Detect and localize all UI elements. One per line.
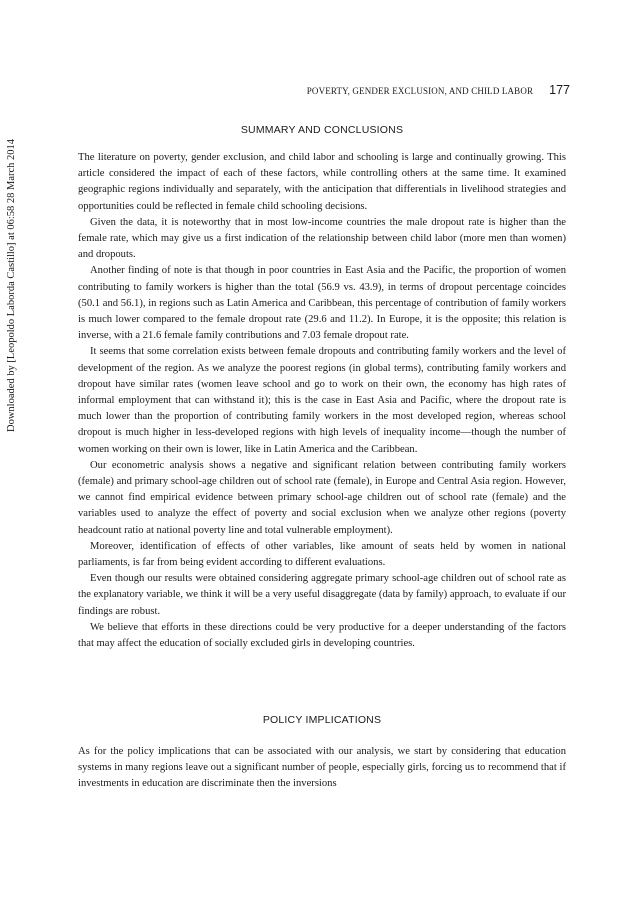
running-header [270,83,570,99]
summary-section-body [78,150,566,652]
paragraph: Another finding of note is that though in poor countries in East Asia and the Pacific, the proportion of women contributing to family workers is higher than the total (56.9 vs. 43.9), in terms of dropout percentage coincides (50.1 and 56.1), in regions such as Latin America and Caribbean, this percentage of contribution of family workers is much lower compared to the female dropout rate (29.6 and 11.2). In Europe, it is the opposite; this relation is inverse, with a 21.6 female family contributions and 7.03 female dropout rate. [78,265,566,342]
paragraph: Given the data, it is noteworthy that in most low-income countries the male dropout rate is higher than the female rate, which may give us a first indication of the relationship between child labor (more men than women) and dropouts. [78,216,566,261]
paragraph: The literature on poverty, gender exclusion, and child labor and schooling is large and continually growing. This article considered the impact of each of these factors, while controlling others at the same time. It examined geographic regions individually and separately, with the anticipation that differentials in livelihood strategies and opportunities could be reflected in female child schooling decisions. [78,152,566,212]
paragraph: It seems that some correlation exists between female dropouts and contributing family workers and the level of development of the region. As we analyze the poorest regions (in global terms), contributing family workers and dropout have similar rates (women leave school and go to work on their own, the economy has high rates of informal employment that can withstand it); this is the case in East Asia and Pacific, where the dropout rate is much lower than the proportion of contributing family workers in the most developed region, whereas school dropout is much higher in less-developed regions with high levels of inequality income—though the number of women working on their own is lower, like in Latin America and the Caribbean. [78,346,566,455]
paragraph: As for the policy implications that can be associated with our analysis, we start by considering that education systems in many regions leave out a significant number of people, especially girls, forcing us to recommend that if investments in education are discriminate then the inversions [78,746,566,790]
download-notice: Downloaded by [Leopoldo Laborda Castillo] at 06:58 28 March 2014 [6,138,17,432]
page-number: 177 [549,83,570,97]
paragraph: Even though our results were obtained considering aggregate primary school-age children out of school rate as the explanatory variable, we think it will be a very useful disaggregate (data by family) approach, to evaluate if our findings are robust. [78,573,567,617]
running-title: POVERTY, GENDER EXCLUSION, AND CHILD LABOR [306,86,534,96]
policy-section-body [78,744,566,793]
section-heading-policy: POLICY IMPLICATIONS [262,714,382,726]
paragraph: We believe that efforts in these directions could be very productive for a deeper understanding of the factors that may affect the education of socially excluded girls in developing countries. [78,621,566,650]
paragraph: Our econometric analysis shows a negative and significant relation between contributing family workers (female) and primary school-age children out of school rate (female), in Europe and Central Asia region. However, we cannot find empirical evidence between primary school-age children out of school rate (female) and the variables used to analyze the effect of poverty and social exclusion when we analyze other regions (poverty headcount ratio at national poverty line and total vulnerable employment). [78,459,566,536]
section-heading-summary: SUMMARY AND CONCLUSIONS [240,124,404,136]
paragraph: Moreover, identification of effects of other variables, like amount of seats held by women in national parliaments, is far from being evident according to different evaluations. [78,540,566,569]
